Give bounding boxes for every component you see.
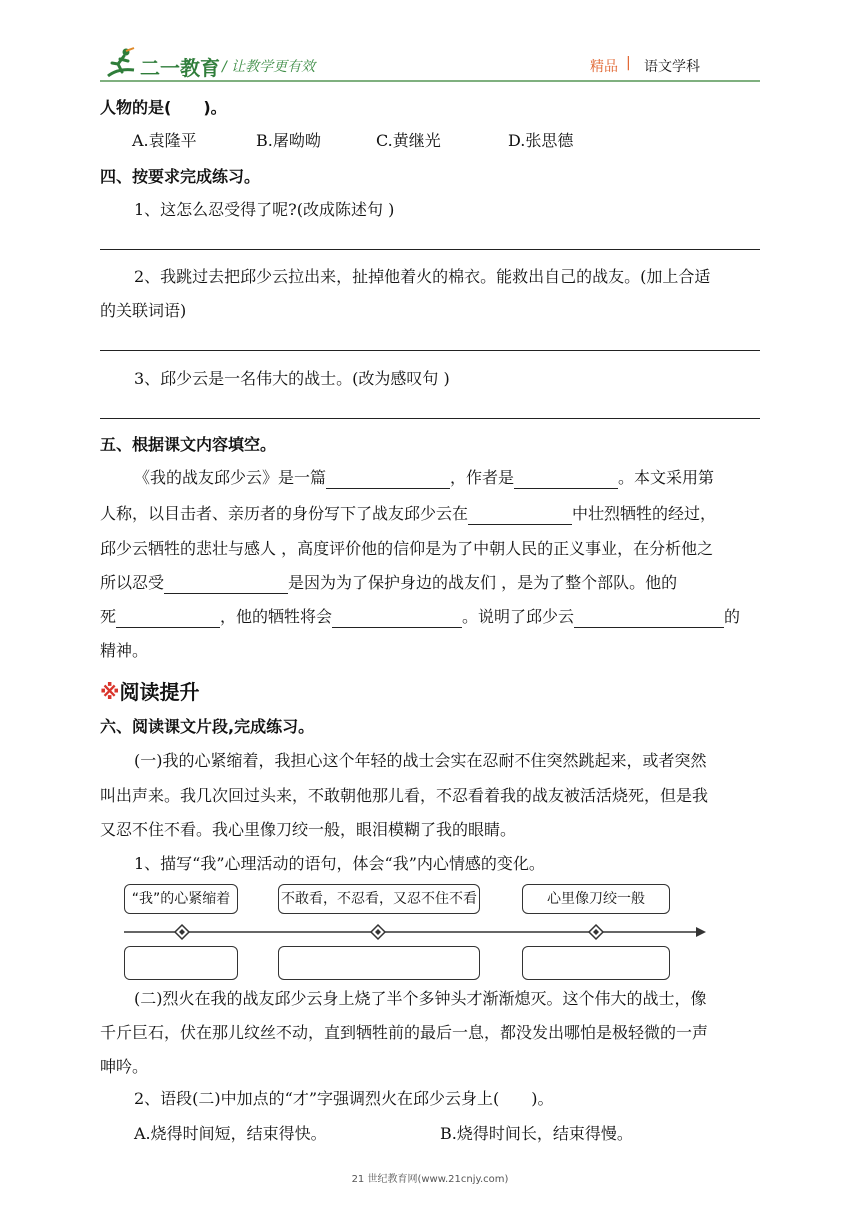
section-4-q3: 3、邱少云是一名伟大的战士。(改为感叹句 ) bbox=[134, 369, 450, 388]
section-5-line2 bbox=[100, 503, 716, 525]
header-separator: | bbox=[626, 55, 631, 71]
blank[interactable] bbox=[468, 506, 572, 525]
blank[interactable] bbox=[164, 575, 288, 594]
diamond-marker-icon bbox=[175, 925, 189, 939]
passage-1-line1: (一)我的心紧缩着，我担心这个年轻的战士会实在忍耐不住突然跳起来，或者突然 bbox=[134, 751, 707, 770]
passage-1-line2: 叫出声来。我几次回过头来，不敢朝他那儿看，不忍看着我的战友被活活烧死，但是我 bbox=[100, 786, 709, 805]
subject-label: 语文学科 bbox=[644, 59, 700, 75]
answer-line-3[interactable] bbox=[100, 418, 760, 419]
header-rule bbox=[100, 80, 760, 82]
section-4-q2-line1: 2、我跳过去把邱少云拉出来，扯掉他着火的棉衣。能救出自己的战友。(加上合适 bbox=[134, 267, 711, 286]
emotion-label-2: 不敢看，不忍看，又忍不住不看 bbox=[278, 884, 480, 914]
section-4-q1: 1、这怎么忍受得了呢?(改成陈述句 ) bbox=[134, 200, 395, 219]
section-5-line1 bbox=[134, 467, 714, 489]
section-5-line5 bbox=[100, 606, 740, 628]
text: 。说明了邱少云 bbox=[462, 607, 575, 626]
brand-name: 二一教育 bbox=[140, 56, 220, 80]
blank[interactable] bbox=[332, 609, 462, 628]
text: 是因为为了保护身边的战友们 ，是为了整个部队。他的 bbox=[288, 573, 678, 592]
reading-title: 阅读提升 bbox=[119, 680, 200, 704]
text: 所以忍受 bbox=[100, 573, 165, 592]
quality-label: 精品 bbox=[590, 59, 618, 75]
logo bbox=[104, 46, 234, 82]
q2-option-a: A.烧得时间短，结束得快。 bbox=[134, 1124, 327, 1143]
text: ，他的牺牲将会 bbox=[220, 607, 333, 626]
section-4-q2-line2: 的关联词语) bbox=[100, 301, 187, 320]
answer-box-1[interactable] bbox=[124, 946, 238, 980]
section-5-line6: 精神。 bbox=[100, 641, 149, 660]
answer-line-2[interactable] bbox=[100, 350, 760, 351]
passage-1-line3: 又忍不住不看。我心里像刀绞一般，眼泪模糊了我的眼睛。 bbox=[100, 820, 517, 839]
diamond-marker-icon bbox=[589, 925, 603, 939]
option-b: B.屠呦呦 bbox=[256, 131, 321, 150]
option-c: C.黄继光 bbox=[376, 131, 441, 150]
section-5-line3: 邱少云牺牲的悲壮与感人 ，高度评价他的信仰是为了中朝人民的正义事业，在分析他之 bbox=[100, 539, 714, 558]
emotion-label-1: “我”的心紧缩着 bbox=[124, 884, 238, 914]
footer: 21 世纪教育网(www.21cnjy.com) bbox=[351, 1174, 509, 1185]
answer-box-2[interactable] bbox=[278, 946, 480, 980]
section-4-title: 四、按要求完成练习。 bbox=[100, 167, 261, 186]
blank[interactable] bbox=[116, 609, 220, 628]
blank[interactable] bbox=[514, 470, 618, 489]
section-5-line4 bbox=[100, 572, 677, 594]
section-5-title: 五、根据课文内容填空。 bbox=[100, 435, 277, 454]
text: 中壮烈牺牲的经过， bbox=[572, 504, 717, 523]
blank[interactable] bbox=[574, 609, 724, 628]
passage-2-line1: (二)烈火在我的战友邱少云身上烧了半个多钟头才渐渐熄灭。这个伟大的战士，像 bbox=[134, 989, 707, 1008]
timeline-arrow bbox=[120, 922, 710, 942]
answer-line-1[interactable] bbox=[100, 249, 760, 250]
question-stem: 人物的是( )。 bbox=[100, 98, 227, 117]
text: 的 bbox=[724, 607, 741, 626]
runner-logo-icon bbox=[104, 46, 138, 80]
answer-box-3[interactable] bbox=[522, 946, 670, 980]
text: 人称，以目击者、亲历者的身份写下了战友邱少云在 bbox=[100, 504, 469, 523]
text: 。本文采用第 bbox=[618, 468, 715, 487]
slogan: / 让教学更有效 bbox=[222, 59, 316, 75]
section-6-q1: 1、描写“我”心理活动的语句，体会“我”内心情感的变化。 bbox=[134, 854, 545, 873]
option-a: A.袁隆平 bbox=[132, 131, 197, 150]
passage-2-line2: 千斤巨石，伏在那儿纹丝不动，直到牺牲前的最后一息，都没发出哪怕是极轻微的一声 bbox=[100, 1023, 709, 1042]
q2-option-b: B.烧得时间长，结束得慢。 bbox=[440, 1124, 633, 1143]
reading-heading bbox=[100, 676, 199, 705]
section-6-title: 六、阅读课文片段,完成练习。 bbox=[100, 717, 315, 736]
diamond-marker-icon bbox=[371, 925, 385, 939]
text: ，作者是 bbox=[450, 468, 515, 487]
emotion-label-3: 心里像刀绞一般 bbox=[522, 884, 670, 914]
section-6-q2: 2、语段(二)中加点的“才”字强调烈火在邱少云身上( )。 bbox=[134, 1089, 554, 1108]
passage-2-line3: 呻吟。 bbox=[100, 1057, 149, 1076]
reference-mark-icon: ※ bbox=[100, 680, 120, 704]
blank[interactable] bbox=[326, 470, 450, 489]
option-d: D.张思德 bbox=[508, 131, 574, 150]
text: 《我的战友邱少云》是一篇 bbox=[134, 468, 327, 487]
text: 死 bbox=[100, 607, 117, 626]
